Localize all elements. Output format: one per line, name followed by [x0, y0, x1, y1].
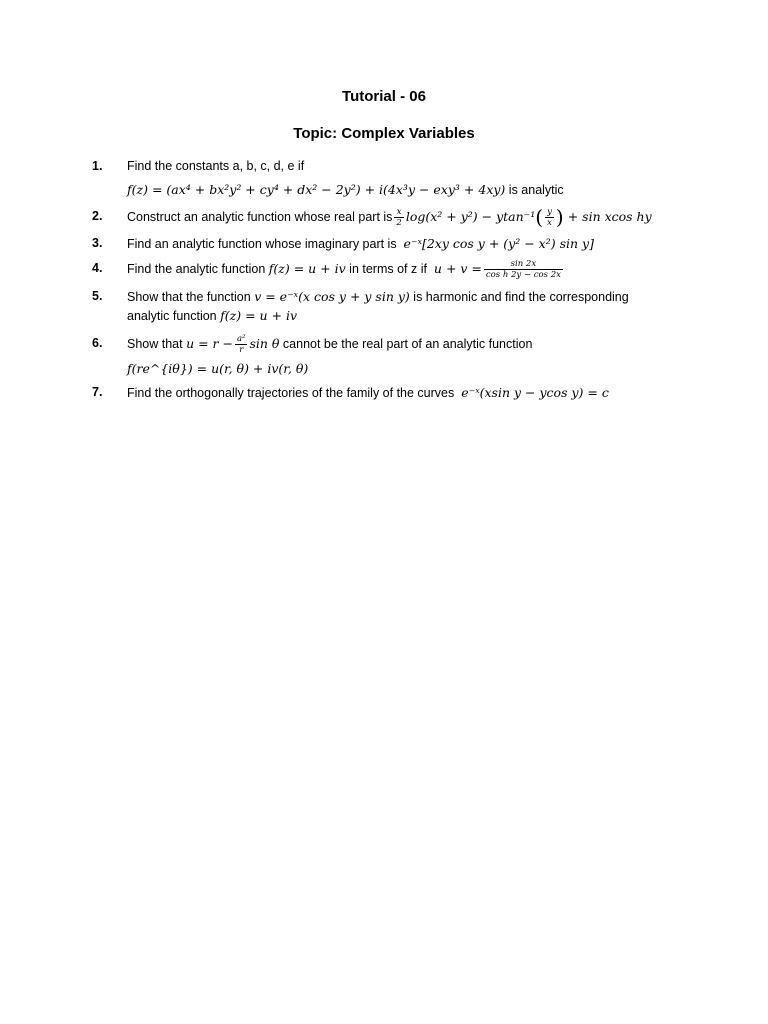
- fraction-numerator: a²: [236, 334, 246, 345]
- equation: + sin xcos hy: [563, 209, 652, 224]
- fraction-numerator: y: [547, 207, 552, 218]
- question-text: cannot be the real part of an analytic function: [282, 337, 533, 351]
- equation: log(x² + y²) − ytan⁻¹: [405, 209, 536, 224]
- equation: e⁻ˣ[2xy cos y + (y² − x²) sin y]: [403, 236, 594, 251]
- question-line: [127, 287, 629, 307]
- question-text: Construct an analytic function whose real part is: [127, 210, 393, 224]
- question-number: 1.: [92, 159, 103, 173]
- question-text: in terms of z if: [349, 262, 427, 276]
- fraction-denominator: 2: [396, 218, 402, 229]
- question-text: is analytic: [505, 183, 564, 197]
- page-topic: Topic: Complex Variables: [293, 125, 475, 142]
- question-text: Show that the function: [127, 290, 251, 304]
- page-title: Tutorial - 06: [342, 88, 426, 105]
- question-line: [127, 334, 532, 355]
- question-number: 2.: [92, 209, 103, 223]
- question-number: 7.: [92, 385, 103, 399]
- question-text: Find the orthogonally trajectories of the family of the curves: [127, 386, 455, 400]
- question-line: [127, 259, 565, 280]
- question-number: 6.: [92, 336, 103, 350]
- equation: f(z) = (ax⁴ + bx²y² + cy⁴ + dx² − 2y²) + i(4x³y − exy³ + 4xy): [127, 182, 506, 197]
- question-text: Show that: [127, 337, 183, 351]
- fraction: [394, 207, 403, 228]
- right-paren: ): [555, 205, 564, 230]
- question-line: [127, 359, 308, 379]
- question-line: [127, 234, 594, 254]
- equation: f(z) = u + iv: [268, 261, 346, 276]
- question-line: [127, 306, 297, 326]
- fraction: [235, 334, 247, 355]
- fraction-numerator: sin 2x: [484, 259, 563, 270]
- fraction-denominator: x: [547, 218, 552, 229]
- left-paren: (: [535, 205, 544, 230]
- question-text: analytic function: [127, 309, 217, 323]
- question-number: 3.: [92, 236, 103, 250]
- fraction-denominator: cos h 2y − cos 2x: [485, 270, 561, 281]
- fraction: [484, 259, 563, 280]
- equation: sin θ: [249, 336, 280, 351]
- question-text: is harmonic and find the corresponding: [413, 290, 629, 304]
- equation: e⁻ˣ(xsin y − ycos y) = c: [461, 385, 609, 400]
- question-number: 5.: [92, 289, 103, 303]
- equation: v = e⁻ˣ(x cos y + y sin y): [254, 289, 410, 304]
- equation: f(re^{iθ}) = u(r, θ) + iv(r, θ): [127, 361, 309, 376]
- equation: u + v =: [433, 261, 482, 276]
- equation: f(z) = u + iv: [220, 308, 298, 323]
- question-number: 4.: [92, 261, 103, 275]
- question-text: Find an analytic function whose imaginary part is: [127, 237, 397, 251]
- question-math-line: [127, 180, 564, 200]
- equation: u = r −: [186, 336, 233, 351]
- question-line: [127, 207, 652, 228]
- fraction-denominator: r: [239, 345, 244, 356]
- question-text: Find the constants a, b, c, d, e if: [127, 159, 305, 173]
- question-text: Find the analytic function: [127, 262, 266, 276]
- fraction-numerator: x: [394, 207, 403, 218]
- question-line: [127, 383, 609, 403]
- inner-fraction: [545, 207, 554, 228]
